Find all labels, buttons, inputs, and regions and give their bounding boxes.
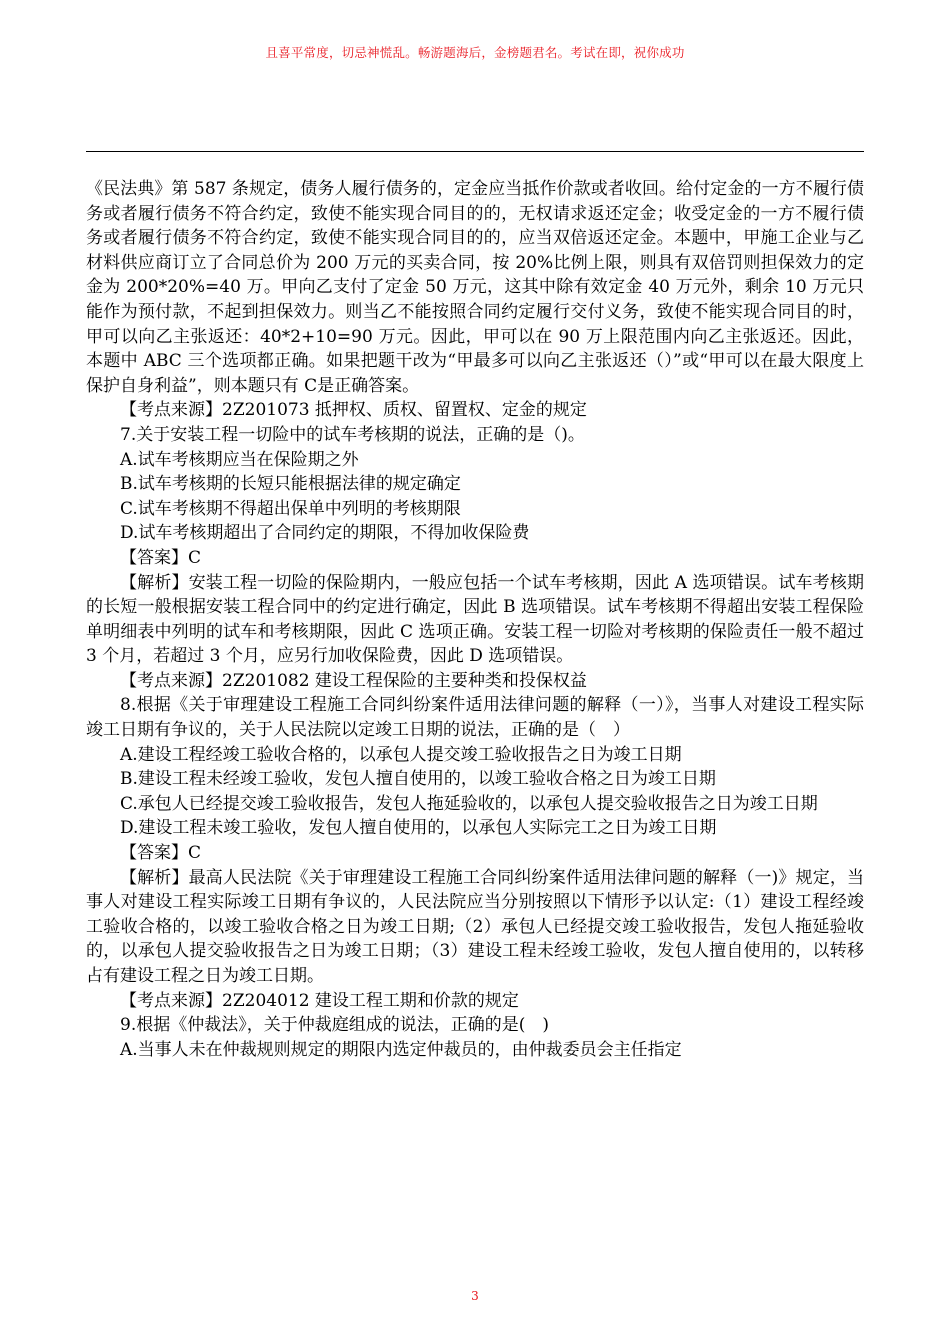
document-body: [86, 177, 864, 1062]
option-9a: A.当事人未在仲裁规则规定的期限内选定仲裁员的，由仲裁委员会主任指定: [120, 1039, 682, 1060]
paragraph-explanation-q6: 《民法典》第 587 条规定，债务人履行债务的，定金应当抵作价款或者收回。给付定金的一方不履行债务或者履行债务不符合约定，致使不能实现合同目的的，无权请求返还定金；收受定金的一方不履行债务或者履行债务不符合约定，致使不能实现合同目的的，应当双倍返还定金。本题中，甲施工企业与乙材料供应商订立了合同总价为 200 万元的买卖合同，按 20%比例上限，则具有双倍罚则担保效力的定金为 200*20%=40 万。甲向乙支付了定金 50 万元，这其中除有效定金 40 万元外，剩余 10 万元只能作为预付款，不起到担保效力。则当乙不能按照合同约定履行交付义务，致使不能实现合同目的时，甲可以向乙主张返还：40*2+10=90 万元。因此，甲可以在 90 万上限范围内向乙主张返还。因此，本题中 ABC 三个选项都正确。如果把题干改为“甲最多可以向乙主张返还（）”或“甲可以在最大限度上保护自身利益”，则本题只有 C是正确答案。: [86, 179, 864, 396]
answer-8: 【答案】C: [120, 843, 202, 864]
option-7a: A.试车考核期应当在保险期之外: [120, 449, 359, 470]
page-number: 3: [471, 1289, 479, 1303]
option-8d: D.建设工程未竣工验收，发包人擅自使用的，以承包人实际完工之日为竣工日期: [120, 818, 717, 839]
option-7b: B.试车考核期的长短只能根据法律的规定确定: [120, 474, 461, 495]
explanation-8: 【解析】最高人民法院《关于审理建设工程施工合同纠纷案件适用法律问题的解释（一)》规定，当事人对建设工程实际竣工日期有争议的，人民法院应当分别按照以下情形予以认定:（1）建设工程经竣工验收合格的，以竣工验收合格之日为竣工日期;（2）承包人已经提交竣工验收报告，发包人拖延验收的，以承包人提交验收报告之日为竣工日期；（3）建设工程未经竣工验收，发包人擅自使用的，以转移占有建设工程之日为竣工日期。: [86, 867, 864, 986]
question-9: 9.根据《仲裁法》，关于仲裁庭组成的说法，正确的是( ): [120, 1015, 549, 1036]
option-8a: A.建设工程经竣工验收合格的，以承包人提交竣工验收报告之日为竣工日期: [120, 744, 682, 765]
answer-7: 【答案】C: [120, 547, 202, 568]
option-8c: C.承包人已经提交竣工验收报告，发包人拖延验收的，以承包人提交验收报告之日为竣工日期: [120, 793, 818, 814]
header-motto: 且喜平常度，切忌神慌乱。畅游题海后，金榜题君名。考试在即，祝你成功: [265, 45, 685, 60]
header-divider: [86, 151, 864, 152]
question-7: 7.关于安装工程一切险中的试车考核期的说法，正确的是（)。: [120, 424, 585, 445]
source-7: 【考点来源】2Z201082 建设工程保险的主要种类和投保权益: [120, 670, 587, 691]
explanation-7: 【解析】安装工程一切险的保险期内，一般应包括一个试车考核期，因此 A 选项错误。试车考核期的长短一般根据安装工程合同中的约定进行确定，因此 B 选项错误。试车考核期不得超出安装工程保险单明细表中列明的试车和考核期限，因此 C 选项正确。安装工程一切险对考核期的保险责任一般不超过 3 个月，若超过 3 个月，应另行加收保险费，因此 D 选项错误。: [86, 572, 864, 667]
question-8: 8.根据《关于审理建设工程施工合同纠纷案件适用法律问题的解释（一）》，当事人对建设工程实际竣工日期有争议的，关于人民法院以定竣工日期的说法，正确的是（ ）: [86, 695, 864, 741]
option-7c: C.试车考核期不得超出保单中列明的考核期限: [120, 498, 461, 519]
source-q6: 【考点来源】2Z201073 抵押权、质权、留置权、定金的规定: [120, 400, 587, 421]
option-7d: D.试车考核期超出了合同约定的期限，不得加收保险费: [120, 523, 530, 544]
option-8b: B.建设工程未经竣工验收，发包人擅自使用的，以竣工验收合格之日为竣工日期: [120, 769, 716, 790]
source-8: 【考点来源】2Z204012 建设工程工期和价款的规定: [120, 990, 519, 1011]
